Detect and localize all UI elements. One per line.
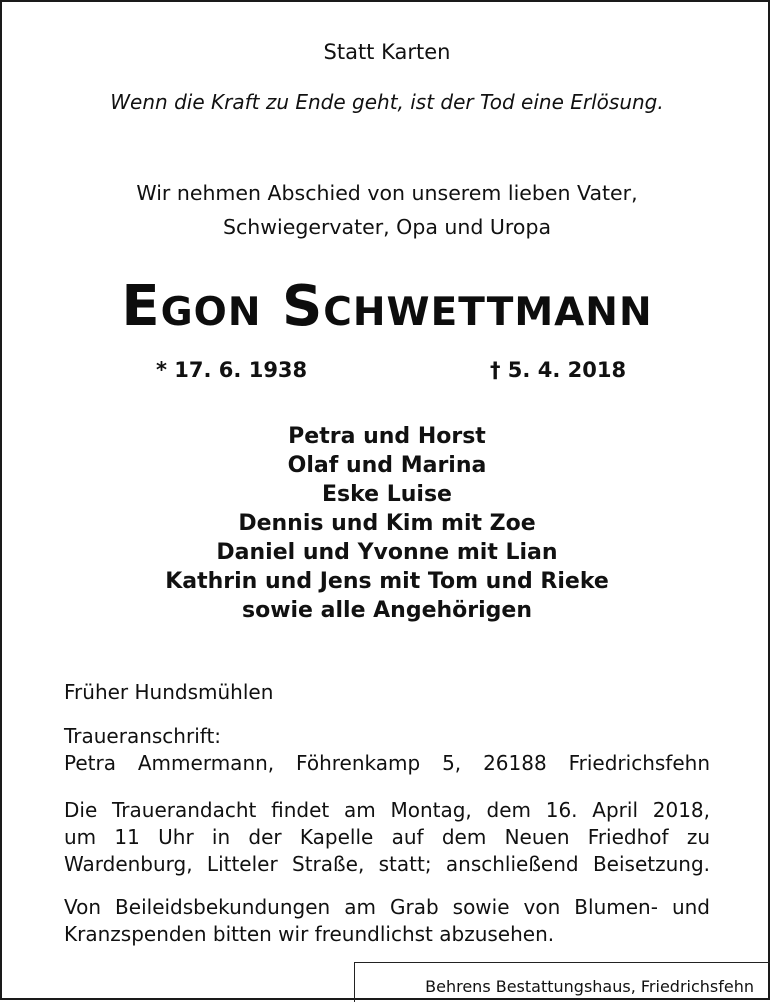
motto-quote: Wenn die Kraft zu Ende geht, ist der Tod eine Erlösung. (110, 90, 664, 114)
mourning-address: Petra Ammermann, Föhrenkamp 5, 26188 Friedrichsfehn (64, 751, 710, 775)
mourner-line: Kathrin und Jens mit Tom und Rieke (165, 569, 609, 594)
funeral-home: Behrens Bestattungshaus, Friedrichsfehn (425, 977, 754, 996)
mourner-line: Petra und Horst (288, 424, 486, 449)
mourner-line: Daniel und Yvonne mit Lian (216, 540, 558, 565)
deceased-name: Egon Schwettmann (121, 274, 653, 339)
death-date: † 5. 4. 2018 (490, 358, 627, 382)
condolence-note (64, 894, 710, 948)
headline: Statt Karten (323, 40, 451, 64)
intro-line: Wir nehmen Abschied von unserem lieben Vater, (136, 181, 638, 205)
condolence-line: Kranzspenden bitten wir freundlichst abzusehen. (64, 922, 555, 946)
mourner-line: Eske Luise (322, 482, 452, 507)
mourners-list (2, 422, 770, 625)
mourner-line: Olaf und Marina (287, 453, 487, 478)
service-line: um 11 Uhr in der Kapelle auf dem Neuen Friedhof zu (64, 825, 710, 849)
intro-text (2, 176, 770, 244)
birth-date: * 17. 6. 1938 (156, 358, 308, 382)
service-details (64, 797, 710, 878)
address-label: Traueranschrift: (64, 724, 222, 748)
mourner-line: Dennis und Kim mit Zoe (238, 511, 536, 536)
service-line: Die Trauerandacht findet am Montag, dem 16. April 2018, (64, 798, 710, 822)
mourner-line: sowie alle Angehörigen (241, 598, 533, 623)
intro-line: Schwiegervater, Opa und Uropa (222, 215, 552, 239)
origin-note: Früher Hundsmühlen (64, 680, 274, 704)
condolence-line: Von Beileidsbekundungen am Grab sowie von Blumen- und (64, 895, 710, 919)
service-line: Wardenburg, Litteler Straße, statt; anschließend Beisetzung. (64, 852, 710, 876)
